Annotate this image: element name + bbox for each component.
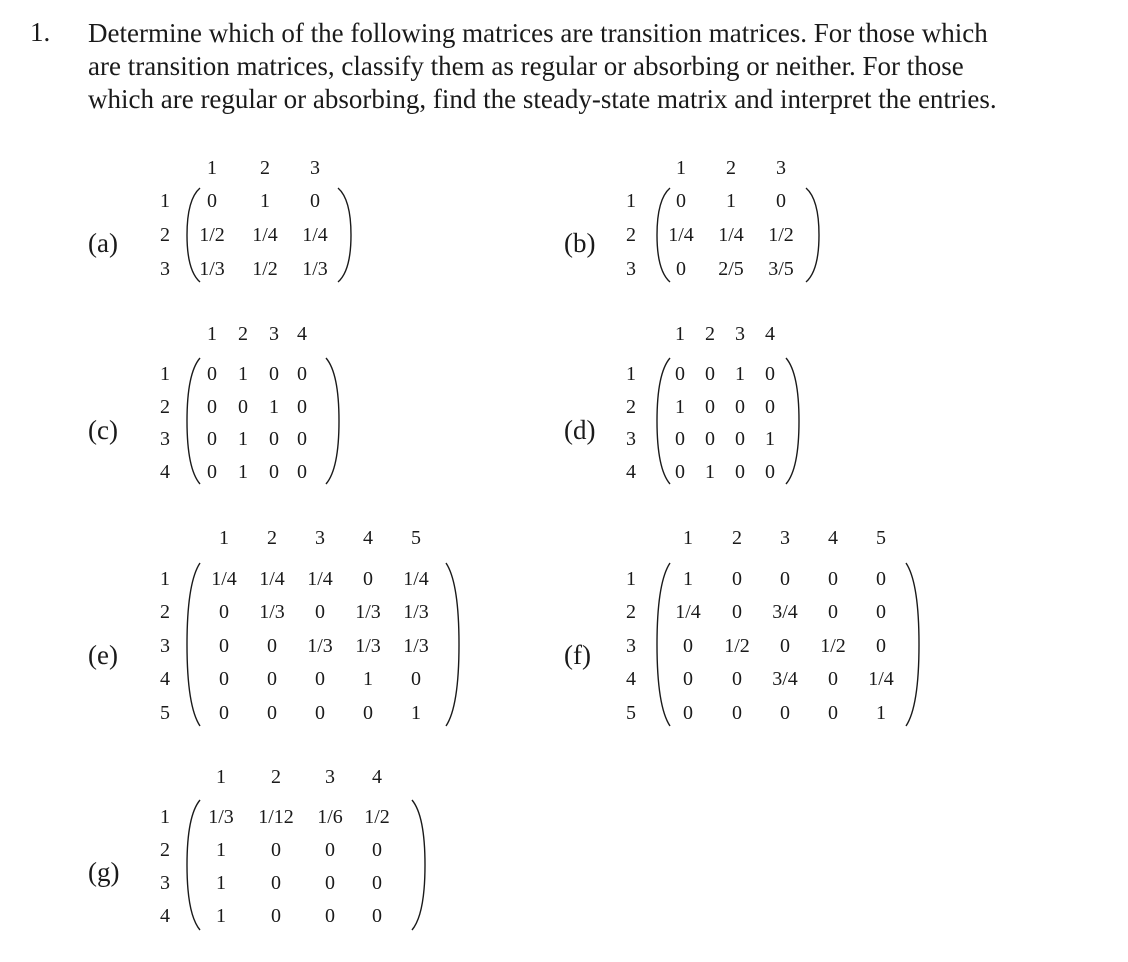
column-header: 3	[310, 157, 320, 179]
matrix-entry: 1/2	[199, 224, 225, 246]
matrix-entry: 0	[876, 635, 886, 657]
matrix-entry: 0	[363, 568, 373, 590]
matrix-entry: 1/4	[718, 224, 744, 246]
column-header: 1	[683, 527, 693, 549]
matrix-entry: 0	[207, 363, 217, 385]
row-header: 4	[626, 668, 636, 690]
left-parenthesis	[656, 188, 672, 282]
column-header: 2	[271, 766, 281, 788]
problem-text-line: which are regular or absorbing, find the steady-state matrix and interpret the entries.	[88, 84, 997, 114]
matrix-entry: 0	[776, 190, 786, 212]
left-parenthesis	[186, 358, 202, 484]
matrix-entry: 0	[267, 635, 277, 657]
matrix-entry: 0	[732, 702, 742, 724]
right-parenthesis	[412, 800, 428, 930]
row-header: 2	[160, 396, 170, 418]
column-header: 2	[238, 323, 248, 345]
matrix-entry: 0	[269, 428, 279, 450]
right-parenthesis	[446, 563, 462, 726]
right-paren-path	[412, 800, 425, 930]
matrix-entry: 0	[876, 601, 886, 623]
problem-text	[88, 17, 1068, 116]
matrix-entry: 0	[207, 461, 217, 483]
matrix-entry: 0	[325, 905, 335, 927]
right-paren-path	[326, 358, 339, 484]
row-header: 3	[626, 258, 636, 280]
matrix-entry: 0	[828, 702, 838, 724]
matrix-entry: 0	[676, 190, 686, 212]
matrix-entry: 1/4	[211, 568, 237, 590]
row-header: 1	[626, 568, 636, 590]
matrix-entry: 0	[219, 601, 229, 623]
matrix-entry: 1	[411, 702, 421, 724]
column-header: 5	[876, 527, 886, 549]
matrix-entry: 0	[705, 428, 715, 450]
matrix-entry: 1	[735, 363, 745, 385]
column-header: 4	[828, 527, 838, 549]
right-parenthesis	[786, 358, 802, 484]
matrix-entry: 0	[238, 396, 248, 418]
matrix-entry: 1	[765, 428, 775, 450]
matrix-entry: 0	[315, 601, 325, 623]
left-parenthesis	[656, 358, 672, 484]
matrix-entry: 0	[683, 668, 693, 690]
row-header: 1	[160, 568, 170, 590]
column-header: 1	[207, 157, 217, 179]
column-header: 3	[735, 323, 745, 345]
column-header: 4	[765, 323, 775, 345]
column-header: 3	[315, 527, 325, 549]
row-header: 4	[160, 461, 170, 483]
matrix-entry: 0	[297, 396, 307, 418]
matrix-entry: 3/5	[768, 258, 794, 280]
matrix-entry: 1/3	[302, 258, 328, 280]
matrix-entry: 0	[876, 568, 886, 590]
matrix-entry: 0	[732, 668, 742, 690]
matrix-entry: 0	[780, 568, 790, 590]
row-header: 3	[626, 635, 636, 657]
matrix-entry: 0	[297, 428, 307, 450]
left-paren-path	[187, 563, 200, 726]
matrix-entry: 0	[735, 428, 745, 450]
matrix-entry: 0	[732, 601, 742, 623]
part-label-g: (g)	[88, 857, 120, 887]
matrix-entry: 1/3	[403, 635, 429, 657]
matrix-entry: 0	[325, 872, 335, 894]
matrix-entry: 1	[216, 839, 226, 861]
row-header: 3	[160, 872, 170, 894]
matrix-entry: 0	[765, 363, 775, 385]
matrix-entry: 1	[363, 668, 373, 690]
left-parenthesis	[186, 563, 202, 726]
column-header: 1	[219, 527, 229, 549]
matrix-entry: 1/4	[675, 601, 701, 623]
row-header: 1	[626, 190, 636, 212]
matrix-entry: 1/2	[768, 224, 794, 246]
row-header: 2	[626, 601, 636, 623]
matrix-entry: 1	[876, 702, 886, 724]
column-header: 1	[216, 766, 226, 788]
matrix-entry: 1/4	[259, 568, 285, 590]
left-paren-path	[187, 800, 200, 930]
part-label-a: (a)	[88, 228, 118, 258]
matrix-entry: 1/2	[252, 258, 278, 280]
column-header: 4	[372, 766, 382, 788]
column-header: 4	[363, 527, 373, 549]
right-parenthesis	[806, 188, 822, 282]
matrix-entry: 1	[216, 872, 226, 894]
column-header: 3	[776, 157, 786, 179]
part-label-f: (f)	[564, 640, 591, 670]
matrix-entry: 0	[297, 461, 307, 483]
part-label-e: (e)	[88, 640, 118, 670]
matrix-entry: 0	[363, 702, 373, 724]
row-header: 3	[160, 258, 170, 280]
matrix-entry: 1	[260, 190, 270, 212]
column-header: 4	[297, 323, 307, 345]
matrix-entry: 0	[676, 258, 686, 280]
column-header: 2	[726, 157, 736, 179]
matrix-entry: 0	[828, 568, 838, 590]
matrix-entry: 0	[271, 905, 281, 927]
column-header: 3	[269, 323, 279, 345]
row-header: 2	[160, 839, 170, 861]
matrix-entry: 1/4	[252, 224, 278, 246]
part-label-d: (d)	[564, 415, 596, 445]
matrix-entry: 0	[780, 635, 790, 657]
matrix-entry: 0	[267, 668, 277, 690]
matrix-entry: 0	[271, 872, 281, 894]
right-parenthesis	[338, 188, 354, 282]
matrix-entry: 0	[372, 872, 382, 894]
row-header: 5	[160, 702, 170, 724]
matrix-entry: 0	[315, 702, 325, 724]
matrix-entry: 0	[315, 668, 325, 690]
column-header: 1	[207, 323, 217, 345]
matrix-entry: 1/3	[307, 635, 333, 657]
part-label-b: (b)	[564, 228, 596, 258]
matrix-entry: 1/2	[820, 635, 846, 657]
matrix-entry: 0	[705, 363, 715, 385]
matrix-entry: 1/4	[302, 224, 328, 246]
matrix-entry: 2/5	[718, 258, 744, 280]
column-header: 2	[705, 323, 715, 345]
row-header: 3	[160, 428, 170, 450]
row-header: 2	[626, 224, 636, 246]
matrix-entry: 0	[207, 428, 217, 450]
matrix-entry: 3/4	[772, 601, 798, 623]
row-header: 1	[160, 806, 170, 828]
matrix-entry: 1	[675, 396, 685, 418]
matrix-entry: 0	[765, 461, 775, 483]
matrix-entry: 0	[207, 190, 217, 212]
matrix-entry: 1/3	[355, 635, 381, 657]
matrix-entry: 1/3	[208, 806, 234, 828]
matrix-entry: 0	[675, 428, 685, 450]
problem-number: 1.	[30, 17, 51, 47]
part-label-c: (c)	[88, 415, 118, 445]
left-parenthesis	[186, 188, 202, 282]
matrix-entry: 0	[828, 601, 838, 623]
matrix-entry: 0	[735, 461, 745, 483]
matrix-entry: 1/3	[355, 601, 381, 623]
matrix-entry: 0	[372, 905, 382, 927]
matrix-entry: 1	[216, 905, 226, 927]
matrix-entry: 1/3	[403, 601, 429, 623]
row-header: 1	[160, 190, 170, 212]
matrix-entry: 0	[780, 702, 790, 724]
matrix-entry: 0	[765, 396, 775, 418]
row-header: 2	[626, 396, 636, 418]
column-header: 3	[780, 527, 790, 549]
row-header: 1	[160, 363, 170, 385]
matrix-entry: 1	[238, 363, 248, 385]
column-header: 2	[267, 527, 277, 549]
matrix-entry: 1	[238, 428, 248, 450]
problem-text-line: are transition matrices, classify them as regular or absorbing or neither. For those	[88, 51, 964, 81]
matrix-entry: 1/3	[199, 258, 225, 280]
matrix-entry: 0	[267, 702, 277, 724]
matrix-entry: 1	[726, 190, 736, 212]
column-header: 2	[732, 527, 742, 549]
matrix-entry: 1/4	[868, 668, 894, 690]
row-header: 2	[160, 601, 170, 623]
matrix-entry: 1	[238, 461, 248, 483]
matrix-entry: 0	[310, 190, 320, 212]
row-header: 5	[626, 702, 636, 724]
matrix-entry: 0	[269, 461, 279, 483]
matrix-entry: 0	[705, 396, 715, 418]
matrix-entry: 1	[269, 396, 279, 418]
row-header: 2	[160, 224, 170, 246]
matrix-entry: 0	[675, 363, 685, 385]
matrix-entry: 0	[269, 363, 279, 385]
left-paren-path	[657, 563, 670, 726]
row-header: 1	[626, 363, 636, 385]
row-header: 4	[160, 668, 170, 690]
row-header: 3	[160, 635, 170, 657]
right-paren-path	[906, 563, 919, 726]
matrix-entry: 1/2	[724, 635, 750, 657]
matrix-entry: 0	[219, 635, 229, 657]
matrix-entry: 1/3	[259, 601, 285, 623]
matrix-entry: 1	[705, 461, 715, 483]
left-paren-path	[187, 188, 200, 282]
left-paren-path	[187, 358, 200, 484]
right-paren-path	[786, 358, 799, 484]
matrix-entry: 1/2	[364, 806, 390, 828]
right-parenthesis	[326, 358, 342, 484]
row-header: 4	[626, 461, 636, 483]
left-paren-path	[657, 188, 670, 282]
column-header: 1	[675, 323, 685, 345]
matrix-entry: 0	[828, 668, 838, 690]
column-header: 3	[325, 766, 335, 788]
row-header: 4	[160, 905, 170, 927]
left-paren-path	[657, 358, 670, 484]
row-header: 3	[626, 428, 636, 450]
matrix-entry: 0	[675, 461, 685, 483]
matrix-entry: 3/4	[772, 668, 798, 690]
left-parenthesis	[186, 800, 202, 930]
column-header: 2	[260, 157, 270, 179]
matrix-entry: 0	[683, 702, 693, 724]
matrix-entry: 1/6	[317, 806, 343, 828]
column-header: 1	[676, 157, 686, 179]
matrix-entry: 1	[683, 568, 693, 590]
right-parenthesis	[906, 563, 922, 726]
matrix-entry: 0	[219, 702, 229, 724]
matrix-entry: 0	[207, 396, 217, 418]
right-paren-path	[446, 563, 459, 726]
matrix-entry: 1/4	[307, 568, 333, 590]
matrix-entry: 0	[219, 668, 229, 690]
matrix-entry: 0	[411, 668, 421, 690]
matrix-entry: 1/12	[258, 806, 294, 828]
matrix-entry: 0	[297, 363, 307, 385]
right-paren-path	[806, 188, 819, 282]
matrix-entry: 0	[271, 839, 281, 861]
right-paren-path	[338, 188, 351, 282]
matrix-entry: 0	[372, 839, 382, 861]
matrix-entry: 0	[683, 635, 693, 657]
matrix-entry: 0	[325, 839, 335, 861]
column-header: 5	[411, 527, 421, 549]
matrix-entry: 0	[732, 568, 742, 590]
matrix-entry: 1/4	[668, 224, 694, 246]
problem-text-line: Determine which of the following matrices are transition matrices. For those which	[88, 18, 988, 48]
left-parenthesis	[656, 563, 672, 726]
matrix-entry: 0	[735, 396, 745, 418]
matrix-entry: 1/4	[403, 568, 429, 590]
